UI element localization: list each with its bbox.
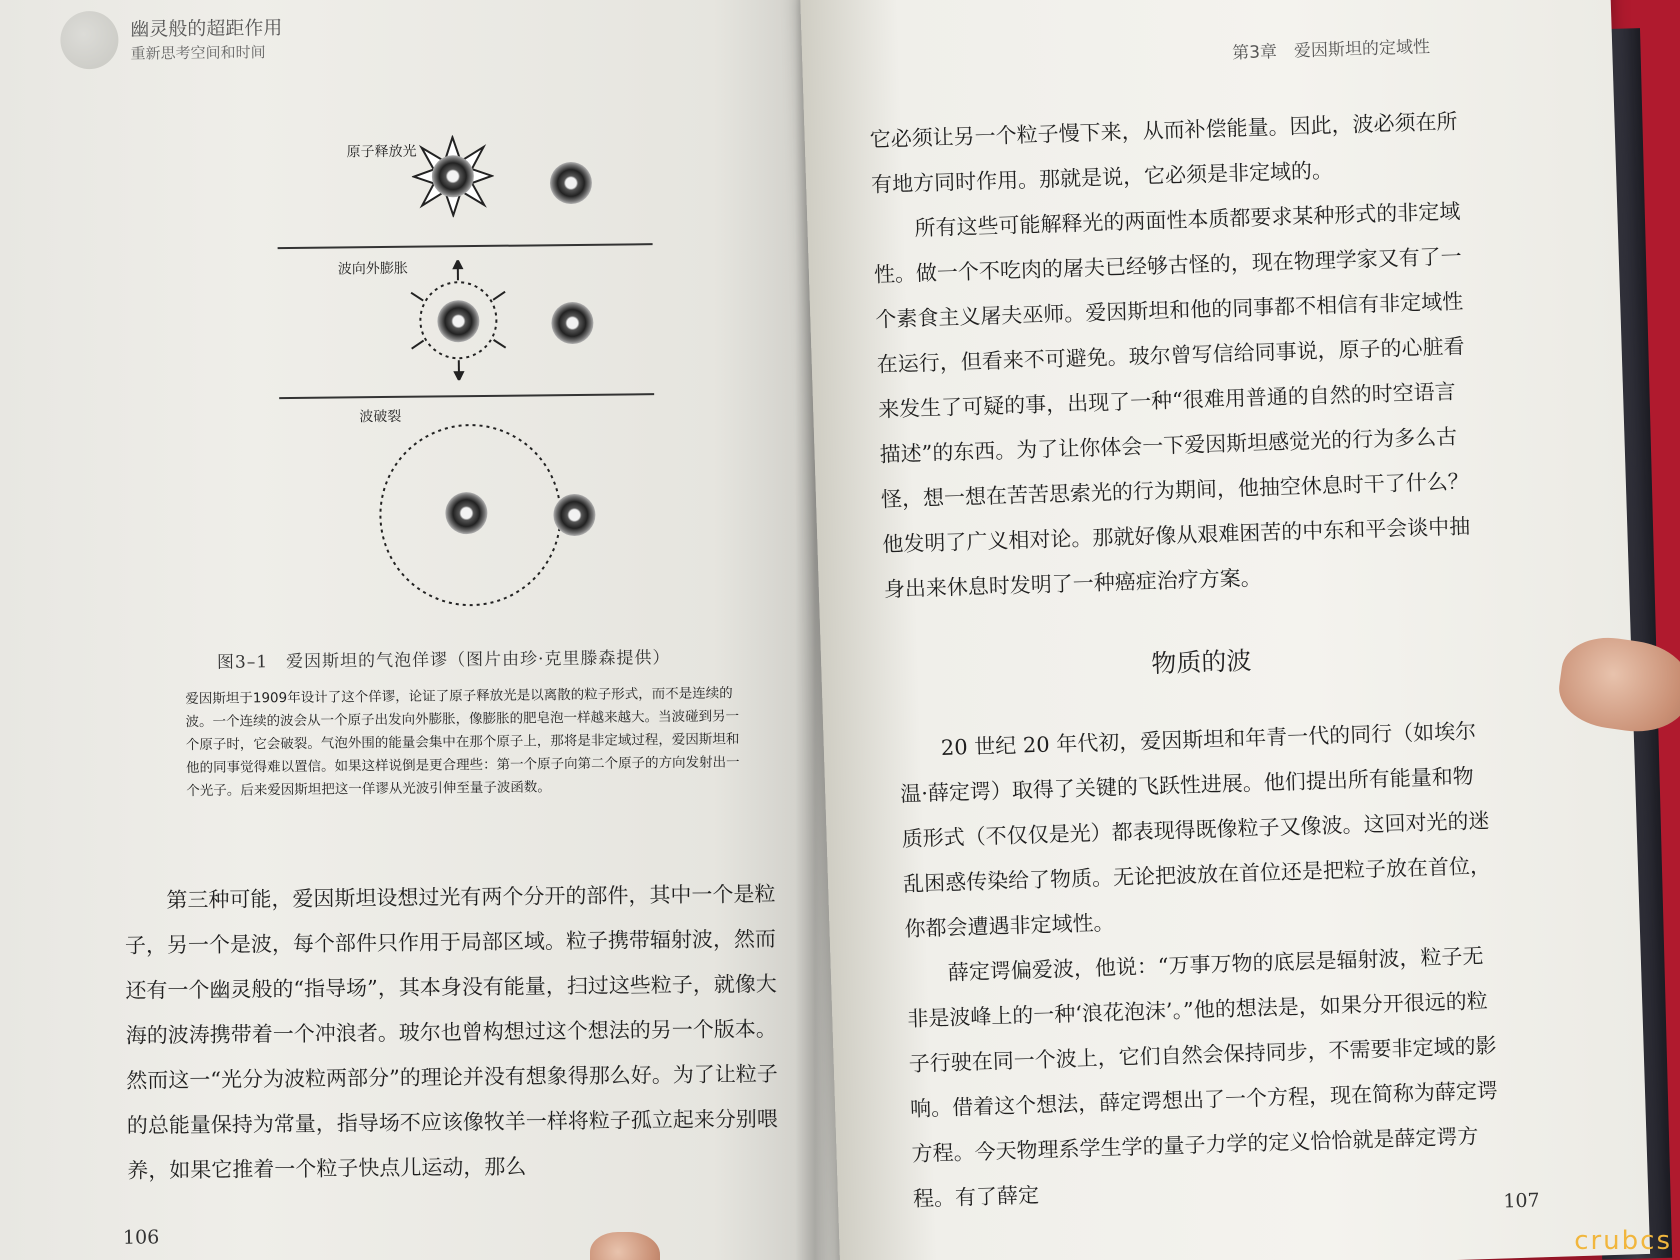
right-body-text-bottom: [898, 709, 1503, 1222]
paragraph: 20 世纪 20 年代初，爱因斯坦和年青一代的同行（如埃尔温·薛定谔）取得了关键的飞跃性进展。他们提出所有能量和物质形式（不仅仅是光）都表现得既像粒子又像波。这回对光的迷乱困惑传染给了物质。无论把波放在首位还是把粒子放在首位，你都会遭遇非定域性。: [899, 719, 1492, 942]
right-body-text-top: [869, 99, 1474, 612]
atom-5-icon: [445, 492, 487, 534]
figure-caption-body: 爱因斯坦于1909年设计了这个佯谬，论证了原子释放光是以离散的粒子形式，而不是连续的波。一个连续的波会从一个原子出发向外膨胀，像膨胀的肥皂泡一样越来越大。当波碰到另一个原子时，它会破裂。气泡外围的能量会集中在那个原子上，那将是非定域过程，爱因斯坦和他的同事觉得难以置信。如果这样说倒是更合理些：第一个原子向第二个原子的方向发射出一个光子。后来爱因斯坦把这一佯谬从光波引伸至量子波函数。: [185, 685, 740, 800]
right-running-header: 第3章 爱因斯坦的定域性: [1231, 37, 1431, 64]
book-title: 幽灵般的超距作用: [130, 17, 283, 41]
atom-3-icon: [437, 300, 479, 342]
paragraph: 所有这些可能解释光的两面性本质都要求某种形式的非定域性。做一个不吃肉的屠夫已经够古怪的，现在物理学家又有了一个素食主义屠夫巫师。爱因斯坦和他的同事都不相信有非定域性在运行，但看来不可避免。玻尔曾写信给同事说，原子的心脏看来发生了可疑的事，出现了一种“很难用普通的自然的时空语言描述”的东西。为了让你体会一下爱因斯坦感觉光的行为多么古怪，想一想在苦苦思索光的行为期间，他抽空休息时干了什么？他发明了广义相对论。那就好像从艰难困苦的中东和平会谈中抽身出来休息时发明了一种癌症治疗方案。: [873, 199, 1471, 602]
paragraph: 薛定谔偏爱波，他说：“万事万物的底层是辐射波，粒子无非是波峰上的一种‘浪花泡沫’。”他的想法是，如果分开很远的粒子行驶在同一个波上，它们自然会保持同步，不需要非定域的影响。借着这个想法，薛定谔想出了一个方程，现在简称为薛定谔方程。今天物理系学生学的量子力学的定义恰恰就是薛定谔方程。有了薛定: [907, 944, 1499, 1212]
page-number-right: 107: [1503, 1189, 1540, 1213]
figure-label-expand: 波向外膨胀: [337, 260, 408, 278]
figure-caption-title: 图3–1 爱因斯坦的气泡佯谬（图片由珍·克里滕森提供）: [216, 648, 671, 673]
paragraph: 它必须让另一个粒子慢下来，从而补偿能量。因此，波必须在所有地方同时作用。那就是说，它必须是非定域的。: [869, 109, 1458, 197]
figure-divider: [279, 393, 654, 399]
figure-label-emit: 原子释放光: [346, 143, 417, 161]
atom-6-icon: [553, 494, 595, 536]
watermark: crubcs: [1574, 1226, 1672, 1256]
atom-4-icon: [551, 302, 593, 344]
figure-divider: [278, 243, 653, 249]
page-number-left: 106: [122, 1226, 160, 1249]
figure-label-burst: 波破裂: [359, 408, 402, 426]
paragraph: 第三种可能，爱因斯坦设想过光有两个分开的部件，其中一个是粒子，另一个是波，每个部件只作用于局部区域。粒子携带辐射波，然而还有一个幽灵般的“指导场”，其本身没有能量，扫过这些粒子，就像大海的波涛携带着一个冲浪者。玻尔也曾构想过这个想法的另一个版本。然而这一“光分为波粒两部分”的理论并没有想象得那么好。为了让粒子的总能量保持为常量，指导场不应该像牧羊一样将粒子孤立起来分别喂养，如果它推着一个粒子快点儿运动，那么: [124, 881, 778, 1183]
globe-logo-icon: [60, 11, 119, 70]
section-title: 物质的波: [1150, 646, 1252, 679]
left-body-text: [124, 872, 787, 1194]
book-subtitle: 重新思考空间和时间: [130, 43, 266, 63]
atom-1-icon: [432, 155, 474, 197]
atom-2-icon: [550, 162, 592, 204]
right-page: [800, 0, 1650, 1260]
